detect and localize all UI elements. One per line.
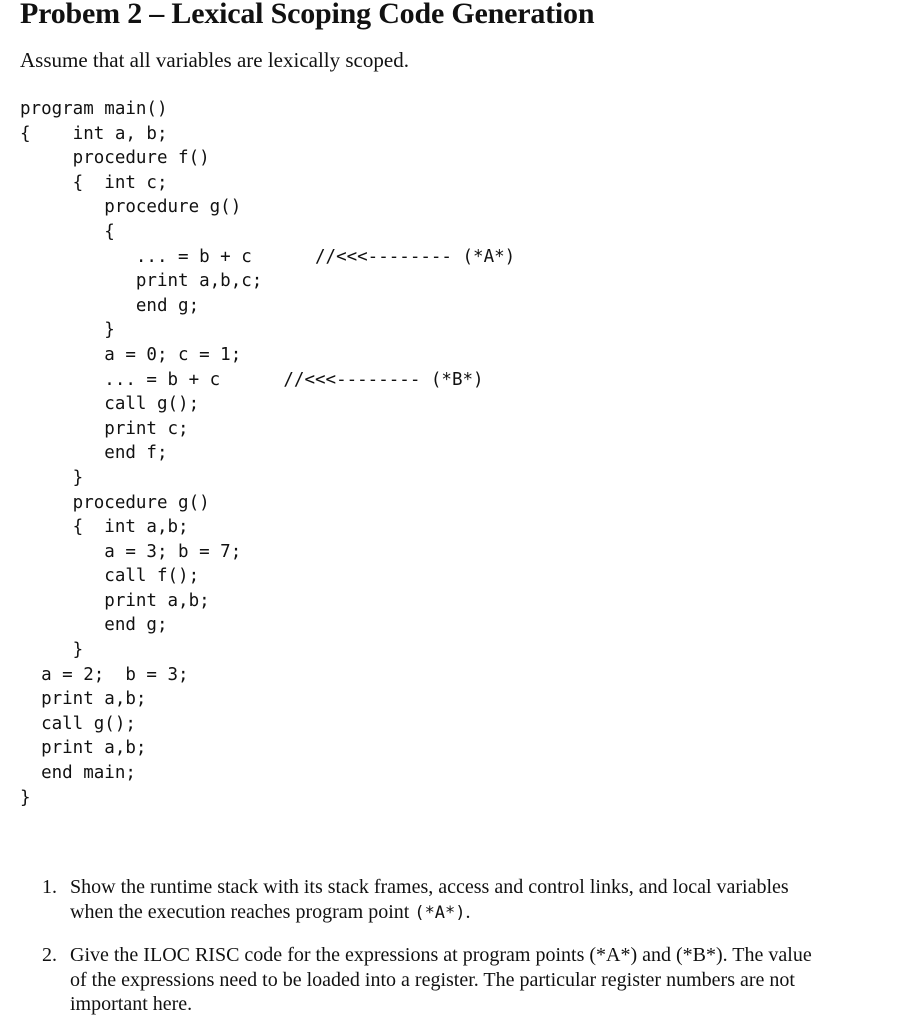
code-line: end g; xyxy=(20,615,168,636)
code-line: program main() xyxy=(20,99,168,119)
code-line: { int c; xyxy=(20,172,168,193)
code-line: end main; xyxy=(20,763,136,784)
code-line: print a,b; xyxy=(20,738,147,759)
code-line: print a,b; xyxy=(20,689,147,710)
code-line: a = 2; b = 3; xyxy=(20,664,189,685)
page-title: Probem 2 – Lexical Scoping Code Generation xyxy=(20,0,595,30)
code-listing xyxy=(20,97,515,810)
code-line: procedure g() xyxy=(20,197,242,218)
program-point-ref: (*A*) xyxy=(414,902,466,923)
code-line: call g(); xyxy=(20,394,200,415)
code-line: call g(); xyxy=(20,713,136,734)
question-text-part: Show the runtime stack with its stack frames, access and control links, and local variables when the execution reaches program point xyxy=(70,876,789,923)
code-line: end f; xyxy=(20,443,168,464)
code-line: print a,b; xyxy=(20,590,210,611)
code-line: } xyxy=(20,787,31,808)
code-line: a = 3; b = 7; xyxy=(20,541,242,562)
code-line: end g; xyxy=(20,295,200,316)
question-number: 1. xyxy=(42,876,57,898)
code-line: } xyxy=(20,640,84,661)
code-line: print c; xyxy=(20,418,189,439)
code-line: { int a, b; xyxy=(20,123,168,144)
question-1 xyxy=(42,875,832,925)
code-line: { xyxy=(20,221,115,242)
question-number: 2. xyxy=(42,944,57,966)
code-line: ... = b + c //<<<-------- (*B*) xyxy=(20,369,484,390)
code-line: call f(); xyxy=(20,566,200,587)
intro-text: Assume that all variables are lexically scoped. xyxy=(20,48,409,72)
question-text xyxy=(70,875,832,925)
question-2 xyxy=(42,943,832,1017)
code-line: procedure f() xyxy=(20,148,210,169)
code-line: print a,b,c; xyxy=(20,271,263,292)
code-line: } xyxy=(20,320,115,341)
question-list xyxy=(42,875,832,1035)
question-text-end: . xyxy=(465,900,471,923)
code-line: } xyxy=(20,467,84,488)
code-line: a = 0; c = 1; xyxy=(20,344,242,365)
code-line: procedure g() xyxy=(20,492,210,513)
question-text: Give the ILOC RISC code for the expressions at program points (*A*) and (*B*). The value of the expressions need to be loaded into a register. The particular register numbers are not important here. xyxy=(70,944,812,1015)
code-line: { int a,b; xyxy=(20,517,189,538)
code-line: ... = b + c //<<<-------- (*A*) xyxy=(20,246,516,267)
